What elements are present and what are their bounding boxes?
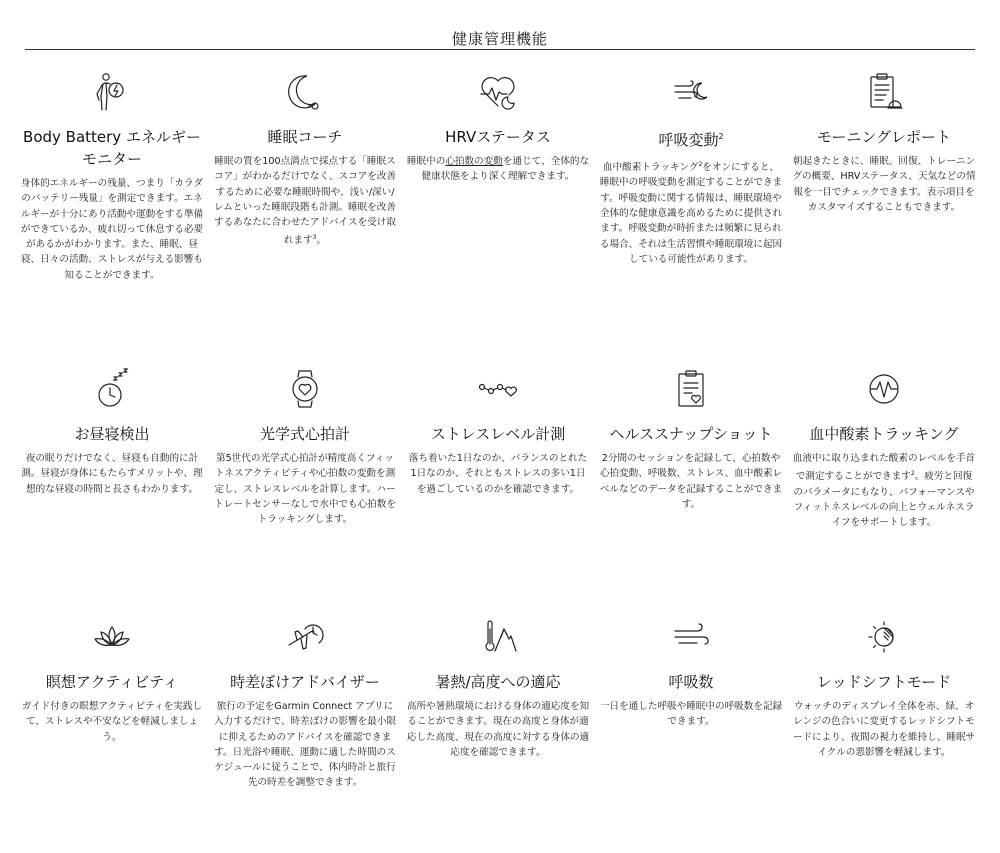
feature-title: 睡眠コーチ xyxy=(267,128,343,146)
feature-description: 血中酸素トラッキング$^2$をオンにすると、睡眠中の呼吸変動を測定することができます。呼吸変動に関する情報は、睡眠環境や全体的な健康意識を高めるために提供されます。呼吸変動が時折または頻繁に見られる場合、それは生活習慣や睡眠環境に起因している可能性があります。 xyxy=(599,161,783,265)
feature-description: 第5世代の光学式心拍計が精度高くフィットネスアクティビティや心拍数の変動を測定し、ストレスレベルを計算します。ハートレートセンサーなしで水中でも心拍数をトラッキングします。 xyxy=(214,453,396,526)
pulse-ox-icon xyxy=(864,367,904,411)
feature-description: ガイド付きの瞑想アクティビティを実践して、ストレスや不安などを軽減しましょう。 xyxy=(21,701,203,743)
feature-heat-altitude xyxy=(406,615,590,760)
section-title: 健康管理機能 xyxy=(451,30,548,48)
feature-description: 高所や暑熱環境における身体の適応度を知ることができます。現在の高度と身体が適応した高度、現在の高度に対する身体の適応度を確認できます。 xyxy=(406,701,590,758)
feature-health-snapshot xyxy=(599,367,783,512)
feature-description: 睡眠の質を100点満点で採点する「睡眠スコア」がわかるだけでなく、スコアを改善するために必要な睡眠時間や、浅い/深い/レムといった睡眠段階も計測。睡眠を改善するあなたに合わせたアドバイスを受け取れます$^3$。 xyxy=(213,156,397,247)
feature-title: 呼吸変動$^2$ xyxy=(658,131,724,149)
feature-respiration xyxy=(599,615,783,730)
feature-title: 暑熱/高度への適応 xyxy=(435,673,561,691)
hrv-icon xyxy=(478,70,518,114)
feature-body-battery xyxy=(20,70,204,283)
feature-description: 睡眠中の心拍数の変動を通じて、全体的な健康状態をより深く理解できます。 xyxy=(406,156,590,183)
feature-title: レッドシフトモード xyxy=(816,673,952,691)
feature-title: 呼吸数 xyxy=(668,673,714,691)
feature-title: 血中酸素トラッキング xyxy=(809,425,959,443)
feature-breathing-variation xyxy=(599,70,783,267)
feature-red-shift xyxy=(792,615,976,760)
feature-description: 一日を通した呼吸や睡眠中の呼吸数を記録できます。 xyxy=(599,701,783,728)
heart-rate-variability-link[interactable]: 心拍数の変動 xyxy=(445,156,503,167)
feature-description: 血液中に取り込まれた酸素のレベルを手首で測定することができます$^2$。疲労と回復のパラメータにもなり、パフォーマンスやフィットネスレベルの向上とウェルネスライフをサポートします。 xyxy=(792,453,976,529)
health-snapshot-icon xyxy=(671,367,711,411)
feature-title: 時差ぼけアドバイザー xyxy=(230,673,380,691)
feature-description: ウォッチのディスプレイ全体を赤、緑、オレンジの色合いに変更するレッドシフトモードにより、夜間の視力を維持し、睡眠サイクルの悪影響を軽減します。 xyxy=(792,701,976,758)
feature-morning-report xyxy=(792,70,976,215)
breathing-variation-icon xyxy=(671,70,711,114)
sleep-icon xyxy=(285,70,325,114)
feature-hrv-status xyxy=(406,70,590,185)
jet-lag-icon xyxy=(285,615,325,659)
feature-title: お昼寝検出 xyxy=(74,425,150,443)
feature-title: ストレスレベル計測 xyxy=(430,425,566,443)
feature-title: HRVステータス xyxy=(445,128,551,146)
feature-stress-level xyxy=(406,367,590,497)
feature-pulse-ox xyxy=(792,367,976,531)
feature-description: 旅行の予定をGarmin Connect アプリに入力するだけで、時差ぼけの影響を最小限に抑えるためのアドバイスを確認できます。日光浴や睡眠、運動に適した時間のスケジュールに従うことで、体内時計と旅行先の時差を調整できます。 xyxy=(213,701,397,789)
section-header xyxy=(25,28,975,50)
morning-report-icon xyxy=(864,70,904,114)
feature-title: Body Battery エネルギーモニター xyxy=(23,128,201,168)
nap-icon xyxy=(92,367,132,411)
feature-meditation xyxy=(20,615,204,745)
feature-description: 夜の眠りだけでなく、昼寝も自動的に計測。昼寝が身体にもたらすメリットや、理想的な昼寝の時間と長さもわかります。 xyxy=(21,453,203,495)
feature-description: 落ち着いた1日なのか、バランスのとれた1日なのか、それともストレスの多い1日を過ごしているのかを確認できます。 xyxy=(408,453,588,495)
feature-title: ヘルススナップショット xyxy=(609,425,773,443)
feature-title: 瞑想アクティビティ xyxy=(45,673,179,691)
feature-description: 朝起きたときに、睡眠、回復、トレーニングの概要、HRVステータス、天気などの情報を一目でチェックできます。表示項目をカスタマイズすることもできます。 xyxy=(792,156,976,213)
stress-icon xyxy=(478,367,518,411)
feature-description: 身体的エネルギーの残量、つまり「カラダのバッテリー残量」を測定できます。エネルギーが十分にあり活動や運動をする準備ができているか、疲れ切って休息する必要があるかがわかります。また、睡眠、昼寝、日々の活動、ストレスが与える影響も知ることができます。 xyxy=(20,178,204,281)
feature-title: モーニングレポート xyxy=(816,128,952,146)
body-battery-icon xyxy=(92,70,132,114)
optical-hr-icon xyxy=(285,367,325,411)
feature-sleep-coach xyxy=(213,70,397,249)
feature-title: 光学式心拍計 xyxy=(259,425,350,443)
feature-nap-detection xyxy=(20,367,204,497)
feature-description: 2分間のセッションを記録して、心拍数や心拍変動、呼吸数、ストレス、血中酸素レベルなどのデータを記録することができます。 xyxy=(599,453,783,510)
feature-optical-hr xyxy=(213,367,397,527)
feature-jet-lag xyxy=(213,615,397,791)
meditation-icon xyxy=(92,615,132,659)
red-shift-icon xyxy=(864,615,904,659)
acclimation-icon xyxy=(478,615,518,659)
respiration-icon xyxy=(671,615,711,659)
